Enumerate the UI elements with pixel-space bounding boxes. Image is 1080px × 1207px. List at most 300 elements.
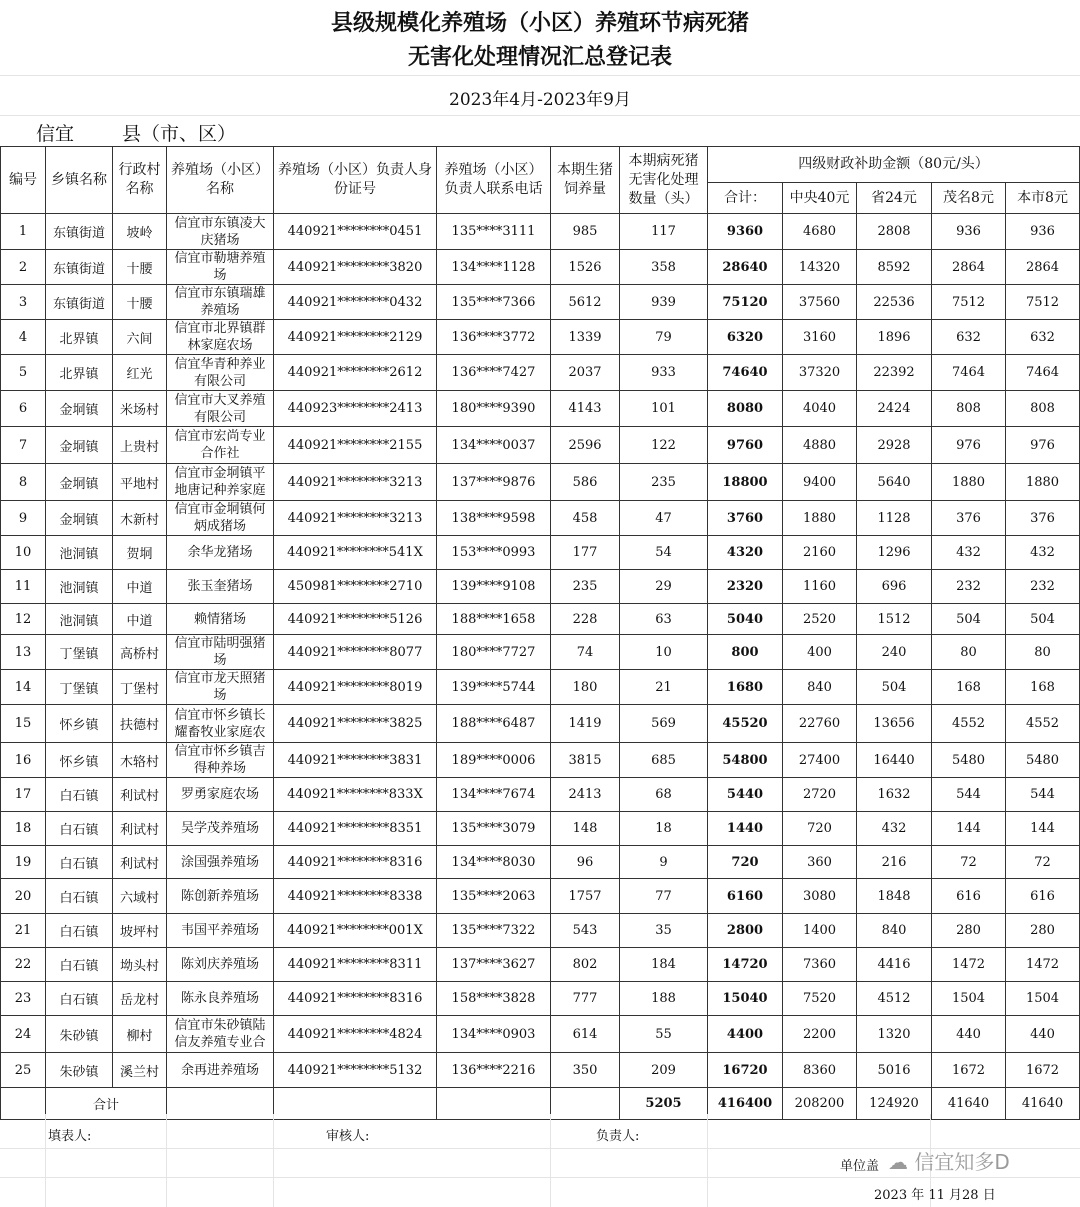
id-cell: 440921********2612 xyxy=(274,355,437,391)
town-cell: 白石镇 xyxy=(46,914,113,948)
village-cell: 平地村 xyxy=(113,464,167,501)
dead-cell: 35 xyxy=(620,914,708,948)
total-cell: 16720 xyxy=(708,1053,783,1088)
county-name: 信宜 xyxy=(6,119,116,147)
totals-maoming: 41640 xyxy=(932,1088,1006,1120)
dead-cell: 54 xyxy=(620,536,708,570)
sheet-gridline xyxy=(0,1177,1080,1178)
maoming-cell: 1672 xyxy=(932,1053,1006,1088)
farm-cell: 信宜市东镇瑞雄养殖场 xyxy=(167,285,274,320)
phone-cell: 134****0903 xyxy=(437,1016,551,1053)
phone-cell: 158****3828 xyxy=(437,982,551,1016)
maoming-cell: 232 xyxy=(932,570,1006,604)
table-row xyxy=(1,427,1080,464)
sheet-gridline xyxy=(0,75,1080,76)
farm-cell: 信宜市勒塘养殖场 xyxy=(167,250,274,285)
row-no: 14 xyxy=(1,670,46,705)
id-cell: 440921********833X xyxy=(274,778,437,812)
maoming-cell: 976 xyxy=(932,427,1006,464)
central-cell: 7360 xyxy=(783,948,857,982)
farm-cell: 信宜市金垌镇何炳成猪场 xyxy=(167,501,274,536)
id-cell: 440921********001X xyxy=(274,914,437,948)
table-row xyxy=(1,670,1080,705)
id-cell: 440921********3831 xyxy=(274,743,437,778)
central-cell: 4040 xyxy=(783,391,857,427)
village-cell: 红光 xyxy=(113,355,167,391)
total-cell: 18800 xyxy=(708,464,783,501)
table-row xyxy=(1,743,1080,778)
village-cell: 十腰 xyxy=(113,250,167,285)
sheet-gridline xyxy=(45,1114,46,1207)
stock-cell: 350 xyxy=(551,1053,620,1088)
stock-cell: 458 xyxy=(551,501,620,536)
central-cell: 840 xyxy=(783,670,857,705)
province-cell: 1320 xyxy=(857,1016,932,1053)
central-cell: 1400 xyxy=(783,914,857,948)
city-cell: 1880 xyxy=(1006,464,1080,501)
province-cell: 22536 xyxy=(857,285,932,320)
dead-cell: 101 xyxy=(620,391,708,427)
province-cell: 696 xyxy=(857,570,932,604)
row-no: 7 xyxy=(1,427,46,464)
maoming-cell: 1504 xyxy=(932,982,1006,1016)
town-cell: 东镇街道 xyxy=(46,250,113,285)
row-no: 22 xyxy=(1,948,46,982)
total-cell: 75120 xyxy=(708,285,783,320)
table-row xyxy=(1,285,1080,320)
town-cell: 白石镇 xyxy=(46,778,113,812)
city-cell: 432 xyxy=(1006,536,1080,570)
table-body xyxy=(1,214,1080,1088)
stock-cell: 5612 xyxy=(551,285,620,320)
table-row xyxy=(1,635,1080,670)
table-row xyxy=(1,705,1080,743)
header-phone: 养殖场（小区）负责人联系电话 xyxy=(437,147,551,214)
farm-cell: 信宜市朱砂镇陆信友养殖专业合 xyxy=(167,1016,274,1053)
province-cell: 5640 xyxy=(857,464,932,501)
filler-label: 填表人: xyxy=(48,1129,92,1144)
header-city: 本市8元 xyxy=(1006,183,1080,214)
row-no: 24 xyxy=(1,1016,46,1053)
row-no: 1 xyxy=(1,214,46,250)
maoming-cell: 168 xyxy=(932,670,1006,705)
header-total: 合计： xyxy=(708,183,783,214)
city-cell: 632 xyxy=(1006,320,1080,355)
city-cell: 72 xyxy=(1006,846,1080,879)
phone-cell: 136****3772 xyxy=(437,320,551,355)
phone-cell: 134****0037 xyxy=(437,427,551,464)
stock-cell: 1339 xyxy=(551,320,620,355)
stock-cell: 777 xyxy=(551,982,620,1016)
province-cell: 432 xyxy=(857,812,932,846)
totals-empty-cell xyxy=(437,1088,551,1120)
town-cell: 丁堡镇 xyxy=(46,670,113,705)
farm-cell: 信宜市北界镇群林家庭农场 xyxy=(167,320,274,355)
stock-cell: 2037 xyxy=(551,355,620,391)
totals-dead: 5205 xyxy=(620,1088,708,1120)
phone-cell: 134****1128 xyxy=(437,250,551,285)
total-cell: 74640 xyxy=(708,355,783,391)
town-cell: 池洞镇 xyxy=(46,536,113,570)
total-cell: 6320 xyxy=(708,320,783,355)
maoming-cell: 1472 xyxy=(932,948,1006,982)
id-cell: 440921********2155 xyxy=(274,427,437,464)
dead-cell: 209 xyxy=(620,1053,708,1088)
stock-cell: 1757 xyxy=(551,879,620,914)
province-cell: 840 xyxy=(857,914,932,948)
total-cell: 2800 xyxy=(708,914,783,948)
city-cell: 5480 xyxy=(1006,743,1080,778)
stock-cell: 96 xyxy=(551,846,620,879)
dead-cell: 10 xyxy=(620,635,708,670)
city-cell: 440 xyxy=(1006,1016,1080,1053)
row-no: 23 xyxy=(1,982,46,1016)
central-cell: 1880 xyxy=(783,501,857,536)
row-no: 11 xyxy=(1,570,46,604)
village-cell: 六域村 xyxy=(113,879,167,914)
maoming-cell: 144 xyxy=(932,812,1006,846)
row-no: 3 xyxy=(1,285,46,320)
province-cell: 5016 xyxy=(857,1053,932,1088)
table-row xyxy=(1,501,1080,536)
province-cell: 240 xyxy=(857,635,932,670)
phone-cell: 153****0993 xyxy=(437,536,551,570)
phone-cell: 136****2216 xyxy=(437,1053,551,1088)
reviewer-label: 审核人: xyxy=(326,1129,370,1144)
province-cell: 13656 xyxy=(857,705,932,743)
table-row xyxy=(1,914,1080,948)
header-dead: 本期病死猪无害化处理数量（头） xyxy=(620,147,708,214)
stock-cell: 985 xyxy=(551,214,620,250)
id-cell: 440921********3213 xyxy=(274,464,437,501)
city-cell: 1672 xyxy=(1006,1053,1080,1088)
village-cell: 米场村 xyxy=(113,391,167,427)
table-row xyxy=(1,570,1080,604)
farm-cell: 余华龙猪场 xyxy=(167,536,274,570)
central-cell: 8360 xyxy=(783,1053,857,1088)
row-no: 13 xyxy=(1,635,46,670)
city-cell: 504 xyxy=(1006,604,1080,635)
phone-cell: 188****6487 xyxy=(437,705,551,743)
total-cell: 4400 xyxy=(708,1016,783,1053)
id-cell: 440921********8077 xyxy=(274,635,437,670)
town-cell: 白石镇 xyxy=(46,812,113,846)
village-cell: 柳村 xyxy=(113,1016,167,1053)
row-no: 21 xyxy=(1,914,46,948)
sheet-gridline xyxy=(550,1114,551,1207)
totals-row xyxy=(1,1088,1080,1120)
province-cell: 1848 xyxy=(857,879,932,914)
central-cell: 2720 xyxy=(783,778,857,812)
totals-empty-cell xyxy=(1,1088,46,1120)
province-cell: 4512 xyxy=(857,982,932,1016)
stock-cell: 177 xyxy=(551,536,620,570)
phone-cell: 180****9390 xyxy=(437,391,551,427)
maoming-cell: 1880 xyxy=(932,464,1006,501)
header-id: 养殖场（小区）负责人身份证号 xyxy=(274,147,437,214)
total-cell: 800 xyxy=(708,635,783,670)
central-cell: 720 xyxy=(783,812,857,846)
town-cell: 北界镇 xyxy=(46,320,113,355)
province-cell: 216 xyxy=(857,846,932,879)
dead-cell: 358 xyxy=(620,250,708,285)
total-cell: 5440 xyxy=(708,778,783,812)
central-cell: 2520 xyxy=(783,604,857,635)
phone-cell: 134****7674 xyxy=(437,778,551,812)
phone-cell: 135****2063 xyxy=(437,879,551,914)
village-cell: 坡坪村 xyxy=(113,914,167,948)
row-no: 16 xyxy=(1,743,46,778)
village-cell: 利试村 xyxy=(113,812,167,846)
row-no: 19 xyxy=(1,846,46,879)
table-row xyxy=(1,355,1080,391)
total-cell: 9360 xyxy=(708,214,783,250)
total-cell: 720 xyxy=(708,846,783,879)
farm-cell: 信宜市怀乡镇长耀畜牧业家庭农 xyxy=(167,705,274,743)
id-cell: 440921********2129 xyxy=(274,320,437,355)
total-cell: 45520 xyxy=(708,705,783,743)
maoming-cell: 5480 xyxy=(932,743,1006,778)
town-cell: 金垌镇 xyxy=(46,427,113,464)
report-title-line1: 县级规模化养殖场（小区）养殖环节病死猪 xyxy=(330,10,749,36)
maoming-cell: 544 xyxy=(932,778,1006,812)
city-cell: 4552 xyxy=(1006,705,1080,743)
dead-cell: 122 xyxy=(620,427,708,464)
id-cell: 440921********5126 xyxy=(274,604,437,635)
village-cell: 贺垌 xyxy=(113,536,167,570)
province-cell: 1896 xyxy=(857,320,932,355)
province-cell: 1632 xyxy=(857,778,932,812)
row-no: 18 xyxy=(1,812,46,846)
town-cell: 怀乡镇 xyxy=(46,705,113,743)
stock-cell: 74 xyxy=(551,635,620,670)
maoming-cell: 7512 xyxy=(932,285,1006,320)
stock-cell: 3815 xyxy=(551,743,620,778)
village-cell: 利试村 xyxy=(113,846,167,879)
province-cell: 2928 xyxy=(857,427,932,464)
table-row xyxy=(1,391,1080,427)
totals-province: 124920 xyxy=(857,1088,932,1120)
id-cell: 440921********8316 xyxy=(274,846,437,879)
id-cell: 440921********8351 xyxy=(274,812,437,846)
dead-cell: 79 xyxy=(620,320,708,355)
dead-cell: 685 xyxy=(620,743,708,778)
farm-cell: 涂国强养殖场 xyxy=(167,846,274,879)
central-cell: 27400 xyxy=(783,743,857,778)
village-cell: 坡岭 xyxy=(113,214,167,250)
id-cell: 440921********4824 xyxy=(274,1016,437,1053)
total-cell: 2320 xyxy=(708,570,783,604)
row-no: 5 xyxy=(1,355,46,391)
sheet-gridline xyxy=(0,115,1080,116)
province-cell: 22392 xyxy=(857,355,932,391)
province-cell: 504 xyxy=(857,670,932,705)
farm-cell: 罗勇家庭农场 xyxy=(167,778,274,812)
dead-cell: 939 xyxy=(620,285,708,320)
row-no: 4 xyxy=(1,320,46,355)
central-cell: 37560 xyxy=(783,285,857,320)
town-cell: 丁堡镇 xyxy=(46,635,113,670)
farm-cell: 陈永良养殖场 xyxy=(167,982,274,1016)
city-cell: 544 xyxy=(1006,778,1080,812)
dead-cell: 117 xyxy=(620,214,708,250)
city-cell: 936 xyxy=(1006,214,1080,250)
total-cell: 14720 xyxy=(708,948,783,982)
village-cell: 上贵村 xyxy=(113,427,167,464)
central-cell: 4680 xyxy=(783,214,857,250)
central-cell: 4880 xyxy=(783,427,857,464)
table-row xyxy=(1,1016,1080,1053)
stock-cell: 1526 xyxy=(551,250,620,285)
town-cell: 朱砂镇 xyxy=(46,1053,113,1088)
central-cell: 37320 xyxy=(783,355,857,391)
town-cell: 北界镇 xyxy=(46,355,113,391)
phone-cell: 135****3111 xyxy=(437,214,551,250)
city-cell: 168 xyxy=(1006,670,1080,705)
stock-cell: 148 xyxy=(551,812,620,846)
stock-cell: 228 xyxy=(551,604,620,635)
stock-cell: 586 xyxy=(551,464,620,501)
row-no: 2 xyxy=(1,250,46,285)
phone-cell: 188****1658 xyxy=(437,604,551,635)
subsidy-table xyxy=(0,146,1080,1120)
maoming-cell: 72 xyxy=(932,846,1006,879)
sheet-gridline xyxy=(166,1114,167,1207)
village-cell: 溪兰村 xyxy=(113,1053,167,1088)
row-no: 9 xyxy=(1,501,46,536)
dead-cell: 933 xyxy=(620,355,708,391)
row-no: 15 xyxy=(1,705,46,743)
table-row xyxy=(1,879,1080,914)
city-cell: 1504 xyxy=(1006,982,1080,1016)
village-cell: 扶德村 xyxy=(113,705,167,743)
province-cell: 1512 xyxy=(857,604,932,635)
id-cell: 440921********5132 xyxy=(274,1053,437,1088)
farm-cell: 信宜市怀乡镇吉得种养场 xyxy=(167,743,274,778)
chat-bubble-icon: ☁ xyxy=(888,1150,908,1174)
total-cell: 1440 xyxy=(708,812,783,846)
total-cell: 15040 xyxy=(708,982,783,1016)
report-title-line2: 无害化处理情况汇总登记表 xyxy=(407,44,672,70)
city-cell: 376 xyxy=(1006,501,1080,536)
farm-cell: 信宜市陆明强猪场 xyxy=(167,635,274,670)
city-cell: 976 xyxy=(1006,427,1080,464)
village-cell: 中道 xyxy=(113,570,167,604)
totals-label: 合计 xyxy=(46,1088,167,1120)
central-cell: 2160 xyxy=(783,536,857,570)
dead-cell: 77 xyxy=(620,879,708,914)
town-cell: 白石镇 xyxy=(46,846,113,879)
county-line xyxy=(6,119,236,147)
stock-cell: 180 xyxy=(551,670,620,705)
farm-cell: 余再进养殖场 xyxy=(167,1053,274,1088)
farm-cell: 赖情猪场 xyxy=(167,604,274,635)
town-cell: 金垌镇 xyxy=(46,391,113,427)
id-cell: 440921********3825 xyxy=(274,705,437,743)
id-cell: 440921********0432 xyxy=(274,285,437,320)
dead-cell: 47 xyxy=(620,501,708,536)
responsible-label: 负责人: xyxy=(596,1129,640,1144)
watermark-text: 信宜知多D xyxy=(914,1150,1010,1174)
phone-cell: 135****3079 xyxy=(437,812,551,846)
village-cell: 木新村 xyxy=(113,501,167,536)
header-village: 行政村名称 xyxy=(113,147,167,214)
header-province: 省24元 xyxy=(857,183,932,214)
town-cell: 金垌镇 xyxy=(46,464,113,501)
central-cell: 22760 xyxy=(783,705,857,743)
city-cell: 144 xyxy=(1006,812,1080,846)
town-cell: 怀乡镇 xyxy=(46,743,113,778)
town-cell: 白石镇 xyxy=(46,879,113,914)
dead-cell: 235 xyxy=(620,464,708,501)
table-row xyxy=(1,320,1080,355)
row-no: 10 xyxy=(1,536,46,570)
total-cell: 5040 xyxy=(708,604,783,635)
city-cell: 7464 xyxy=(1006,355,1080,391)
stock-cell: 543 xyxy=(551,914,620,948)
watermark xyxy=(888,1146,1010,1175)
maoming-cell: 504 xyxy=(932,604,1006,635)
dead-cell: 9 xyxy=(620,846,708,879)
stock-cell: 2596 xyxy=(551,427,620,464)
maoming-cell: 4552 xyxy=(932,705,1006,743)
table-row xyxy=(1,604,1080,635)
stock-cell: 4143 xyxy=(551,391,620,427)
phone-cell: 137****3627 xyxy=(437,948,551,982)
central-cell: 3160 xyxy=(783,320,857,355)
maoming-cell: 280 xyxy=(932,914,1006,948)
totals-empty-cell xyxy=(274,1088,437,1120)
stock-cell: 802 xyxy=(551,948,620,982)
table-row xyxy=(1,846,1080,879)
total-cell: 6160 xyxy=(708,879,783,914)
farm-cell: 信宜市龙天照猪场 xyxy=(167,670,274,705)
sheet-gridline xyxy=(273,1114,274,1207)
totals-central: 208200 xyxy=(783,1088,857,1120)
dead-cell: 63 xyxy=(620,604,708,635)
province-cell: 4416 xyxy=(857,948,932,982)
table-row xyxy=(1,778,1080,812)
table-row xyxy=(1,464,1080,501)
header-maoming: 茂名8元 xyxy=(932,183,1006,214)
town-cell: 白石镇 xyxy=(46,982,113,1016)
village-cell: 中道 xyxy=(113,604,167,635)
dead-cell: 569 xyxy=(620,705,708,743)
farm-cell: 韦国平养殖场 xyxy=(167,914,274,948)
table-row xyxy=(1,812,1080,846)
phone-cell: 135****7366 xyxy=(437,285,551,320)
farm-cell: 信宜市宏尚专业合作社 xyxy=(167,427,274,464)
farm-cell: 陈创新养殖场 xyxy=(167,879,274,914)
farm-cell: 信宜市东镇凌大庆猪场 xyxy=(167,214,274,250)
maoming-cell: 440 xyxy=(932,1016,1006,1053)
row-no: 25 xyxy=(1,1053,46,1088)
maoming-cell: 616 xyxy=(932,879,1006,914)
village-cell: 十腰 xyxy=(113,285,167,320)
phone-cell: 139****9108 xyxy=(437,570,551,604)
header-stock: 本期生猪饲养量 xyxy=(551,147,620,214)
city-cell: 808 xyxy=(1006,391,1080,427)
town-cell: 池洞镇 xyxy=(46,570,113,604)
totals-empty-cell xyxy=(167,1088,274,1120)
stock-cell: 1419 xyxy=(551,705,620,743)
stock-cell: 2413 xyxy=(551,778,620,812)
phone-cell: 180****7727 xyxy=(437,635,551,670)
row-no: 6 xyxy=(1,391,46,427)
maoming-cell: 432 xyxy=(932,536,1006,570)
total-cell: 54800 xyxy=(708,743,783,778)
header-subsidy: 四级财政补助金额（80元/头） xyxy=(708,147,1080,183)
